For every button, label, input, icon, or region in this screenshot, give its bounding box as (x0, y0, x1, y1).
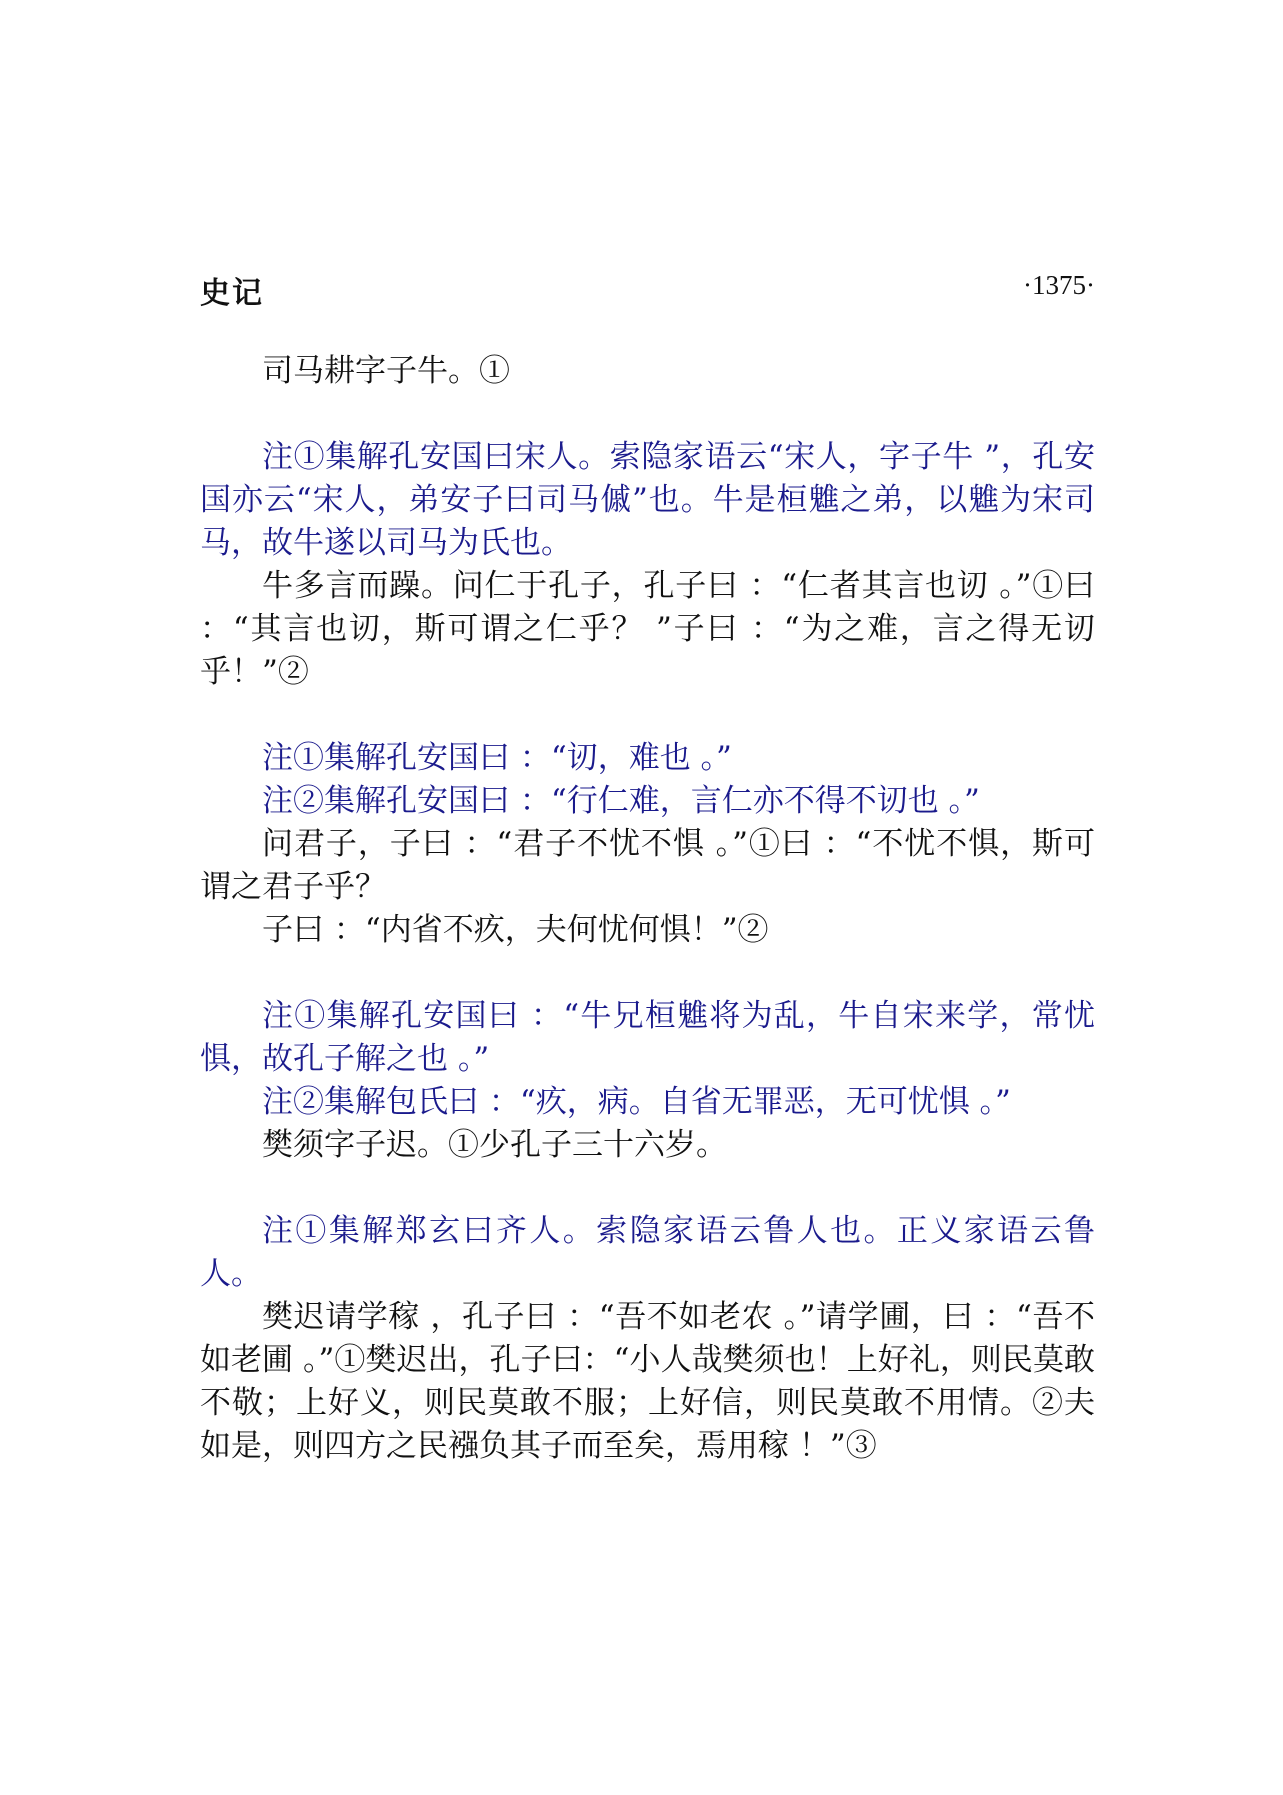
page-number: ·1375· (1023, 270, 1095, 300)
annotation-paragraph: 注①集解孔安国曰宋人。索隐家语云“宋人，字子牛 ”，孔安国亦云“宋人，弟安子曰司马傶”也。牛是桓魋之弟，以魋为宋司马，故牛遂以司马为氏也。 (200, 439, 1095, 561)
text-paragraph: 子曰 ：“内省不疚，夫何忧何惧！”② (262, 912, 769, 948)
book-title: 史记 (200, 276, 264, 311)
annotation-paragraph: 注②集解孔安国曰 ：“行仁难，言仁亦不得不讱也 。” (262, 783, 980, 819)
text-paragraph: 樊须字子迟。①少孔子三十六岁。 (262, 1127, 727, 1163)
annotation-paragraph: 注①集解郑玄曰齐人。索隐家语云鲁人也。正义家语云鲁人。 (200, 1213, 1095, 1292)
annotation-paragraph: 注②集解包氏曰 ：“疚，病。自省无罪恶，无可忧惧 。” (262, 1084, 1011, 1120)
page-header (200, 268, 1095, 311)
paragraph-gap (200, 393, 1095, 436)
text-paragraph: 牛多言而躁。问仁于孔子，孔子曰 ：“仁者其言也讱 。”①曰 ：“其言也讱，斯可谓之仁乎？ ”子曰 ：“为之难，言之得无讱乎！”② (200, 568, 1105, 690)
annotation-paragraph: 注①集解孔安国曰 ：“牛兄桓魋将为乱，牛自宋来学，常忧惧，故孔子解之也 。” (200, 998, 1095, 1077)
paragraph-gap (200, 694, 1095, 737)
paragraph-gap (200, 952, 1095, 995)
annotation-paragraph: 注①集解孔安国曰 ：“讱，难也 。” (262, 740, 732, 776)
paragraph-gap (200, 1167, 1095, 1210)
text-paragraph: 樊迟请学稼 ，孔子曰 ：“吾不如老农 。”请学圃，曰 ：“吾不如老圃 。”①樊迟出，孔子曰：“小人哉樊须也！上好礼，则民莫敢不敬；上好义，则民莫敢不服；上好信，则民莫敢不用情。②夫如是，则四方之民襁负其子而至矣，焉用稼 ！”③ (200, 1299, 1095, 1464)
body-text (200, 350, 1105, 1468)
text-paragraph: 问君子，子曰 ：“君子不忧不惧 。”①曰 ：“不忧不惧，斯可谓之君子乎？ (200, 826, 1095, 905)
text-paragraph: 司马耕字子牛。① (262, 353, 510, 389)
